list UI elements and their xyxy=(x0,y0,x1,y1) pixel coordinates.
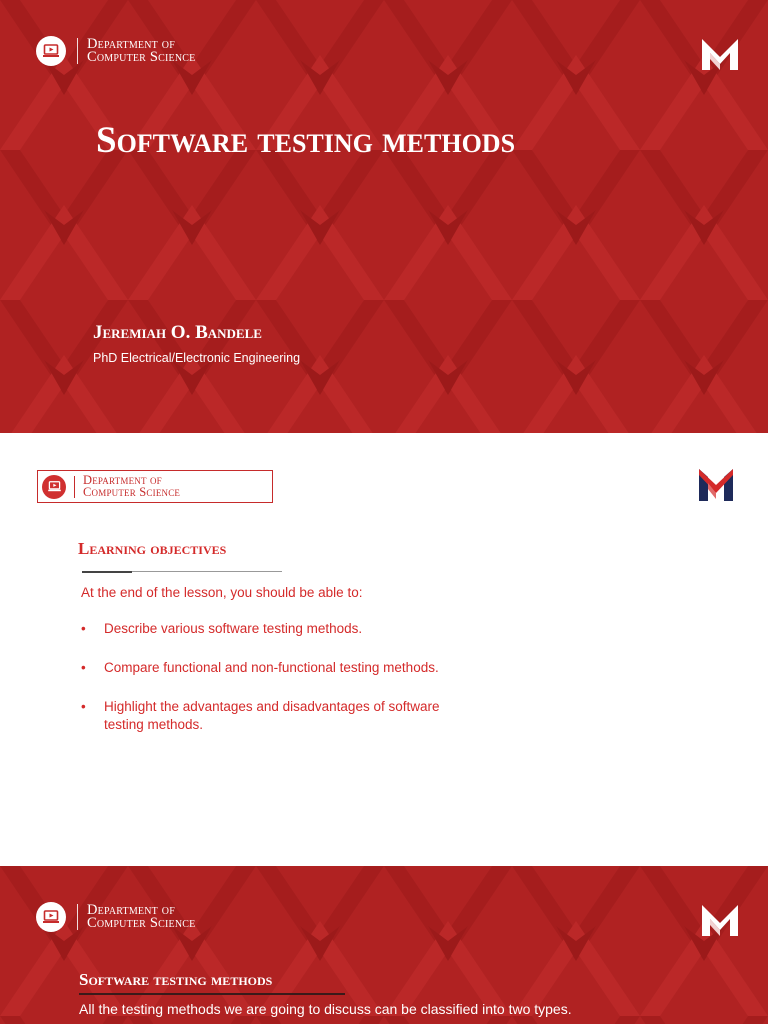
department-line-1: Department of xyxy=(87,902,175,918)
list-item xyxy=(81,698,451,734)
department-line-2: Computer Science xyxy=(83,484,181,499)
department-logo xyxy=(36,36,195,66)
department-name xyxy=(87,38,195,64)
section-heading: Learning objectives xyxy=(78,539,227,558)
bullet-icon: • xyxy=(81,660,86,675)
logo-separator xyxy=(77,38,78,64)
bullet-icon: • xyxy=(81,699,86,714)
department-line-1: Department of xyxy=(87,36,175,52)
department-logo xyxy=(37,470,273,503)
m-logo-icon xyxy=(702,39,738,70)
department-logo xyxy=(36,902,195,932)
presentation-title: Software testing methods xyxy=(96,120,516,161)
objectives-slide xyxy=(0,433,768,866)
department-name xyxy=(87,904,195,930)
bullet-icon: • xyxy=(81,621,86,636)
objectives-list xyxy=(81,620,451,734)
objective-text: Compare functional and non-functional testing methods. xyxy=(104,660,439,675)
logo-separator xyxy=(77,904,78,930)
department-line-2: Computer Science xyxy=(87,49,196,65)
author-name: Jeremiah O. Bandele xyxy=(93,322,262,343)
objective-text: Describe various software testing methods. xyxy=(104,621,363,636)
department-line-2: Computer Science xyxy=(87,915,196,931)
section-text: All the testing methods we are going to discuss can be classified into two types. xyxy=(79,1001,572,1017)
methods-slide xyxy=(0,866,768,1024)
laptop-play-icon xyxy=(36,902,66,932)
department-name xyxy=(83,475,180,498)
objective-text: Highlight the advantages and disadvantages of software testing methods. xyxy=(104,699,440,732)
objectives-intro: At the end of the lesson, you should be able to: xyxy=(81,585,363,600)
list-item xyxy=(81,659,451,677)
department-line-1: Department of xyxy=(83,473,162,487)
laptop-play-icon xyxy=(36,36,66,66)
heading-underline xyxy=(79,993,345,995)
laptop-play-icon xyxy=(42,475,66,499)
heading-underline xyxy=(82,571,282,574)
m-logo-icon xyxy=(699,469,733,501)
title-slide xyxy=(0,0,768,433)
logo-separator xyxy=(74,476,75,498)
section-heading: Software testing methods xyxy=(79,970,273,989)
author-degree: PhD Electrical/Electronic Engineering xyxy=(93,351,301,365)
m-logo-icon xyxy=(702,905,738,936)
list-item xyxy=(81,620,451,638)
